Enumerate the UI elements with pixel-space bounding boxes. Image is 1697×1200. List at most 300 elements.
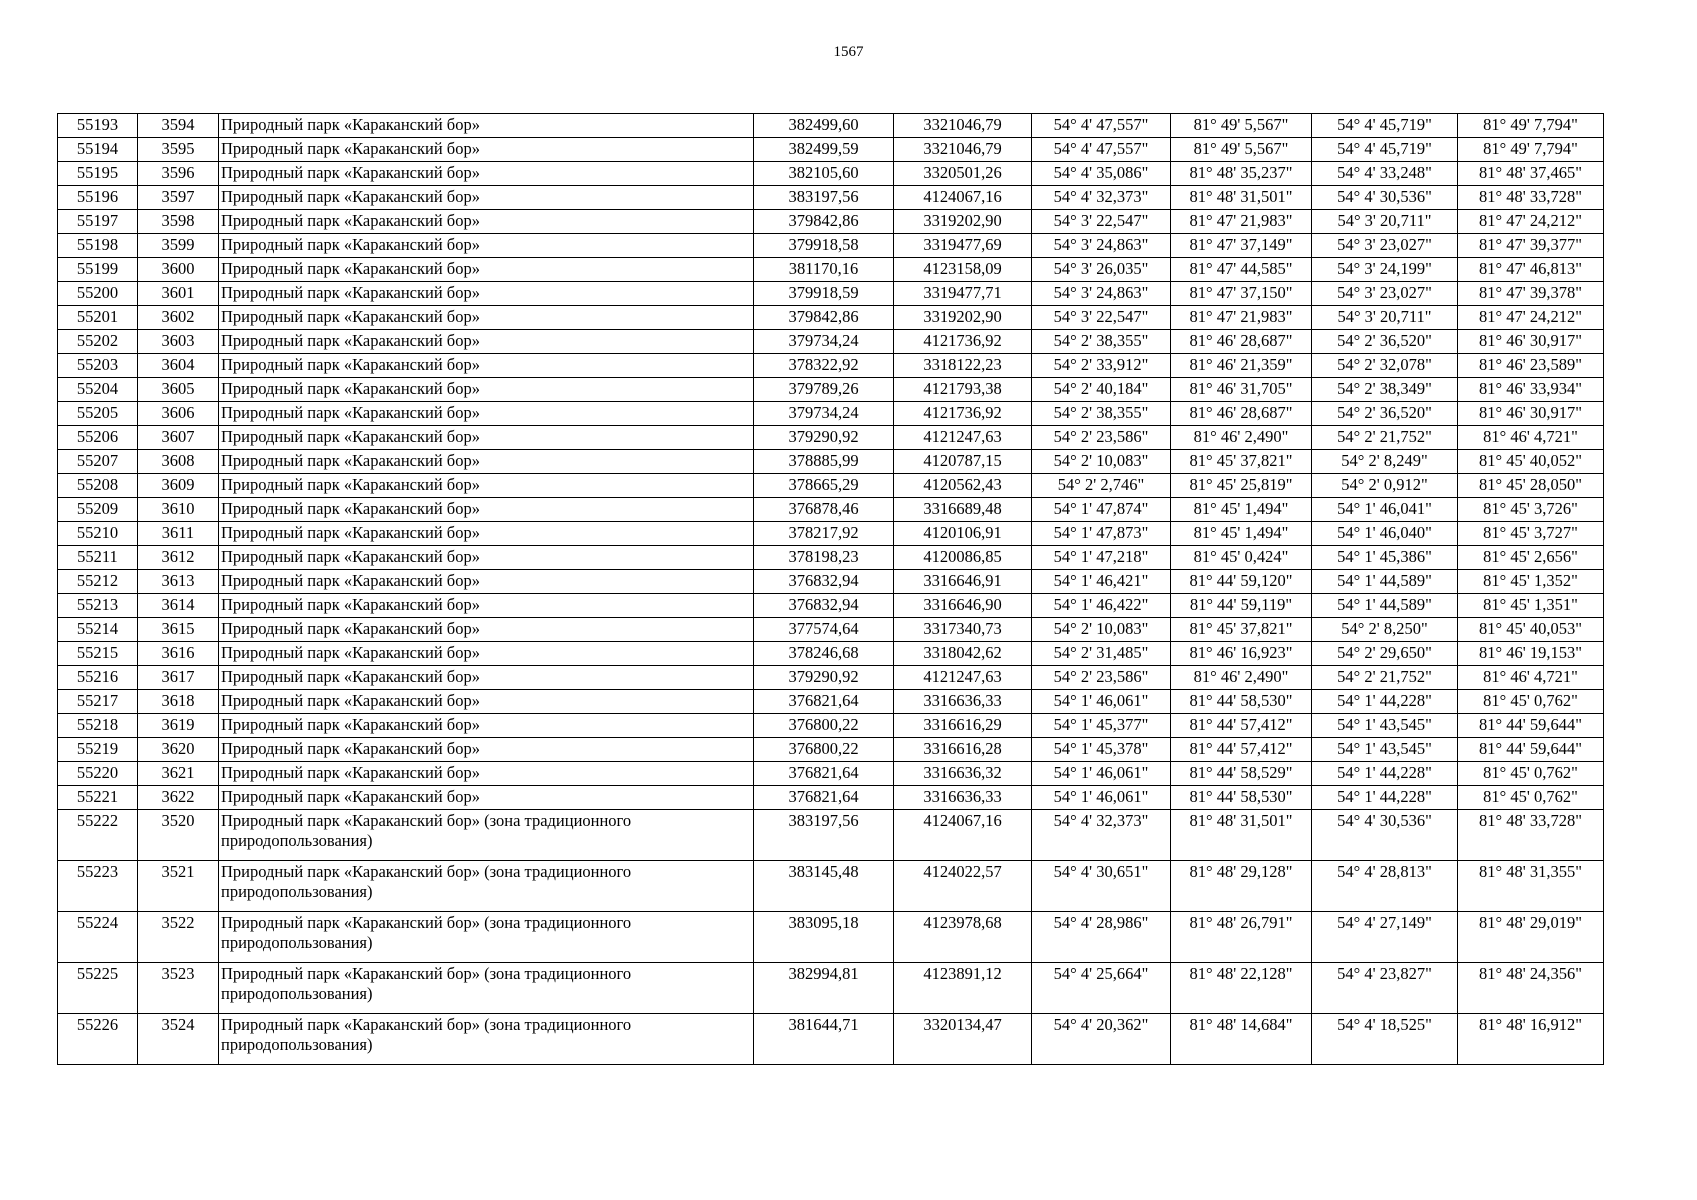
latitude-2-cell: 54° 4' 45,719" (1312, 114, 1458, 138)
latitude-2-cell: 54° 4' 28,813" (1312, 861, 1458, 912)
object-name-cell: Природный парк «Караканский бор» (219, 162, 754, 186)
record-id-cell: 55215 (58, 642, 138, 666)
longitude-1-cell: 81° 44' 58,530" (1171, 690, 1312, 714)
point-number-cell: 3523 (138, 963, 219, 1014)
coord-x-cell: 378885,99 (754, 450, 894, 474)
object-name-cell: Природный парк «Караканский бор» (219, 402, 754, 426)
coord-y-cell: 4120787,15 (894, 450, 1032, 474)
point-number-cell: 3601 (138, 282, 219, 306)
latitude-1-cell: 54° 2' 2,746" (1032, 474, 1171, 498)
record-id-cell: 55207 (58, 450, 138, 474)
longitude-1-cell: 81° 47' 37,149" (1171, 234, 1312, 258)
point-number-cell: 3619 (138, 714, 219, 738)
record-id-cell: 55217 (58, 690, 138, 714)
object-name-cell: Природный парк «Караканский бор» (219, 522, 754, 546)
object-name-cell: Природный парк «Караканский бор» (219, 186, 754, 210)
record-id-cell: 55206 (58, 426, 138, 450)
latitude-2-cell: 54° 2' 32,078" (1312, 354, 1458, 378)
latitude-2-cell: 54° 1' 44,589" (1312, 594, 1458, 618)
record-id-cell: 55193 (58, 114, 138, 138)
record-id-cell: 55224 (58, 912, 138, 963)
table-row (58, 402, 1604, 426)
longitude-2-cell: 81° 48' 29,019" (1458, 912, 1604, 963)
point-number-cell: 3618 (138, 690, 219, 714)
coord-y-cell: 4120086,85 (894, 546, 1032, 570)
coord-y-cell: 3320134,47 (894, 1014, 1032, 1065)
table-row (58, 306, 1604, 330)
table-row (58, 450, 1604, 474)
coord-x-cell: 381644,71 (754, 1014, 894, 1065)
longitude-1-cell: 81° 46' 31,705" (1171, 378, 1312, 402)
coord-y-cell: 4121247,63 (894, 426, 1032, 450)
point-number-cell: 3613 (138, 570, 219, 594)
latitude-2-cell: 54° 4' 18,525" (1312, 1014, 1458, 1065)
object-name-cell: Природный парк «Караканский бор» (219, 762, 754, 786)
object-name-cell: Природный парк «Караканский бор» (219, 498, 754, 522)
longitude-2-cell: 81° 45' 3,726" (1458, 498, 1604, 522)
latitude-2-cell: 54° 4' 30,536" (1312, 186, 1458, 210)
point-number-cell: 3521 (138, 861, 219, 912)
longitude-2-cell: 81° 45' 2,656" (1458, 546, 1604, 570)
coord-y-cell: 3316689,48 (894, 498, 1032, 522)
point-number-cell: 3610 (138, 498, 219, 522)
coord-x-cell: 376878,46 (754, 498, 894, 522)
latitude-1-cell: 54° 4' 47,557" (1032, 138, 1171, 162)
coord-x-cell: 379290,92 (754, 426, 894, 450)
object-name-cell: Природный парк «Караканский бор» (219, 306, 754, 330)
latitude-2-cell: 54° 4' 30,536" (1312, 810, 1458, 861)
record-id-cell: 55208 (58, 474, 138, 498)
latitude-2-cell: 54° 2' 21,752" (1312, 666, 1458, 690)
coord-x-cell: 382994,81 (754, 963, 894, 1014)
table-row (58, 912, 1604, 963)
record-id-cell: 55194 (58, 138, 138, 162)
record-id-cell: 55222 (58, 810, 138, 861)
table-row (58, 963, 1604, 1014)
record-id-cell: 55212 (58, 570, 138, 594)
coord-y-cell: 3319202,90 (894, 306, 1032, 330)
coord-x-cell: 379918,59 (754, 282, 894, 306)
latitude-1-cell: 54° 4' 47,557" (1032, 114, 1171, 138)
coord-y-cell: 4120106,91 (894, 522, 1032, 546)
longitude-1-cell: 81° 46' 21,359" (1171, 354, 1312, 378)
latitude-2-cell: 54° 1' 46,040" (1312, 522, 1458, 546)
object-name-cell: Природный парк «Караканский бор» (зона традиционного природопользования) (219, 810, 754, 861)
latitude-1-cell: 54° 4' 32,373" (1032, 186, 1171, 210)
object-name-cell: Природный парк «Караканский бор» (219, 618, 754, 642)
object-name-cell: Природный парк «Караканский бор» (219, 474, 754, 498)
longitude-2-cell: 81° 46' 19,153" (1458, 642, 1604, 666)
latitude-2-cell: 54° 3' 24,199" (1312, 258, 1458, 282)
table-row (58, 861, 1604, 912)
latitude-2-cell: 54° 1' 43,545" (1312, 738, 1458, 762)
record-id-cell: 55202 (58, 330, 138, 354)
latitude-1-cell: 54° 4' 28,986" (1032, 912, 1171, 963)
record-id-cell: 55219 (58, 738, 138, 762)
coord-x-cell: 379734,24 (754, 330, 894, 354)
coord-x-cell: 378322,92 (754, 354, 894, 378)
table-row (58, 594, 1604, 618)
longitude-2-cell: 81° 46' 4,721" (1458, 426, 1604, 450)
point-number-cell: 3611 (138, 522, 219, 546)
longitude-2-cell: 81° 45' 1,352" (1458, 570, 1604, 594)
point-number-cell: 3616 (138, 642, 219, 666)
latitude-2-cell: 54° 3' 20,711" (1312, 306, 1458, 330)
point-number-cell: 3609 (138, 474, 219, 498)
record-id-cell: 55205 (58, 402, 138, 426)
coord-y-cell: 3321046,79 (894, 138, 1032, 162)
table-row (58, 138, 1604, 162)
coord-y-cell: 4121247,63 (894, 666, 1032, 690)
point-number-cell: 3615 (138, 618, 219, 642)
longitude-1-cell: 81° 49' 5,567" (1171, 138, 1312, 162)
longitude-1-cell: 81° 45' 1,494" (1171, 522, 1312, 546)
record-id-cell: 55226 (58, 1014, 138, 1065)
coord-y-cell: 4123978,68 (894, 912, 1032, 963)
longitude-1-cell: 81° 48' 35,237" (1171, 162, 1312, 186)
latitude-2-cell: 54° 1' 44,228" (1312, 690, 1458, 714)
coord-x-cell: 381170,16 (754, 258, 894, 282)
latitude-2-cell: 54° 1' 44,228" (1312, 762, 1458, 786)
coord-x-cell: 378665,29 (754, 474, 894, 498)
longitude-2-cell: 81° 47' 39,377" (1458, 234, 1604, 258)
latitude-1-cell: 54° 2' 23,586" (1032, 426, 1171, 450)
latitude-2-cell: 54° 4' 23,827" (1312, 963, 1458, 1014)
coord-y-cell: 4123158,09 (894, 258, 1032, 282)
point-number-cell: 3614 (138, 594, 219, 618)
longitude-1-cell: 81° 48' 31,501" (1171, 810, 1312, 861)
latitude-1-cell: 54° 1' 46,061" (1032, 690, 1171, 714)
point-number-cell: 3617 (138, 666, 219, 690)
coord-y-cell: 3316636,32 (894, 762, 1032, 786)
latitude-2-cell: 54° 2' 0,912" (1312, 474, 1458, 498)
longitude-1-cell: 81° 44' 57,412" (1171, 738, 1312, 762)
object-name-cell: Природный парк «Караканский бор» (219, 114, 754, 138)
object-name-cell: Природный парк «Караканский бор» (219, 690, 754, 714)
latitude-1-cell: 54° 4' 32,373" (1032, 810, 1171, 861)
longitude-2-cell: 81° 46' 30,917" (1458, 402, 1604, 426)
object-name-cell: Природный парк «Караканский бор» (219, 546, 754, 570)
coord-y-cell: 4121793,38 (894, 378, 1032, 402)
latitude-1-cell: 54° 4' 35,086" (1032, 162, 1171, 186)
object-name-cell: Природный парк «Караканский бор» (219, 234, 754, 258)
object-name-cell: Природный парк «Караканский бор» (219, 594, 754, 618)
latitude-1-cell: 54° 1' 46,421" (1032, 570, 1171, 594)
table-row (58, 666, 1604, 690)
coord-y-cell: 3318122,23 (894, 354, 1032, 378)
record-id-cell: 55210 (58, 522, 138, 546)
object-name-cell: Природный парк «Караканский бор» (219, 786, 754, 810)
coord-x-cell: 376821,64 (754, 690, 894, 714)
latitude-2-cell: 54° 3' 20,711" (1312, 210, 1458, 234)
longitude-2-cell: 81° 48' 31,355" (1458, 861, 1604, 912)
object-name-cell: Природный парк «Караканский бор» (219, 378, 754, 402)
coord-y-cell: 3316646,90 (894, 594, 1032, 618)
object-name-cell: Природный парк «Караканский бор» (219, 666, 754, 690)
coord-x-cell: 379734,24 (754, 402, 894, 426)
point-number-cell: 3608 (138, 450, 219, 474)
longitude-1-cell: 81° 47' 21,983" (1171, 306, 1312, 330)
longitude-2-cell: 81° 46' 33,934" (1458, 378, 1604, 402)
longitude-1-cell: 81° 45' 37,821" (1171, 450, 1312, 474)
latitude-2-cell: 54° 2' 8,250" (1312, 618, 1458, 642)
coord-x-cell: 383197,56 (754, 810, 894, 861)
latitude-2-cell: 54° 1' 44,589" (1312, 570, 1458, 594)
longitude-2-cell: 81° 45' 1,351" (1458, 594, 1604, 618)
object-name-cell: Природный парк «Караканский бор» (зона традиционного природопользования) (219, 963, 754, 1014)
record-id-cell: 55204 (58, 378, 138, 402)
object-name-cell: Природный парк «Караканский бор» (219, 210, 754, 234)
coord-x-cell: 377574,64 (754, 618, 894, 642)
record-id-cell: 55225 (58, 963, 138, 1014)
longitude-1-cell: 81° 48' 22,128" (1171, 963, 1312, 1014)
coord-x-cell: 383145,48 (754, 861, 894, 912)
latitude-1-cell: 54° 2' 38,355" (1032, 402, 1171, 426)
object-name-cell: Природный парк «Караканский бор» (зона традиционного природопользования) (219, 912, 754, 963)
table-row (58, 330, 1604, 354)
coord-y-cell: 3319477,71 (894, 282, 1032, 306)
longitude-1-cell: 81° 47' 21,983" (1171, 210, 1312, 234)
object-name-cell: Природный парк «Караканский бор» (219, 714, 754, 738)
latitude-2-cell: 54° 2' 8,249" (1312, 450, 1458, 474)
latitude-1-cell: 54° 2' 31,485" (1032, 642, 1171, 666)
record-id-cell: 55203 (58, 354, 138, 378)
coord-x-cell: 379789,26 (754, 378, 894, 402)
table-row (58, 282, 1604, 306)
longitude-2-cell: 81° 49' 7,794" (1458, 138, 1604, 162)
longitude-1-cell: 81° 45' 1,494" (1171, 498, 1312, 522)
coord-x-cell: 378217,92 (754, 522, 894, 546)
table-row (58, 234, 1604, 258)
coord-x-cell: 376832,94 (754, 570, 894, 594)
latitude-1-cell: 54° 2' 33,912" (1032, 354, 1171, 378)
table-row (58, 546, 1604, 570)
coord-y-cell: 4121736,92 (894, 330, 1032, 354)
latitude-2-cell: 54° 3' 23,027" (1312, 234, 1458, 258)
latitude-1-cell: 54° 3' 26,035" (1032, 258, 1171, 282)
longitude-2-cell: 81° 49' 7,794" (1458, 114, 1604, 138)
page-number: 1567 (833, 44, 864, 60)
coord-x-cell: 378246,68 (754, 642, 894, 666)
object-name-cell: Природный парк «Караканский бор» (зона традиционного природопользования) (219, 861, 754, 912)
longitude-2-cell: 81° 47' 46,813" (1458, 258, 1604, 282)
longitude-1-cell: 81° 46' 2,490" (1171, 426, 1312, 450)
longitude-1-cell: 81° 44' 59,119" (1171, 594, 1312, 618)
latitude-1-cell: 54° 1' 47,218" (1032, 546, 1171, 570)
record-id-cell: 55213 (58, 594, 138, 618)
table-row (58, 162, 1604, 186)
latitude-2-cell: 54° 3' 23,027" (1312, 282, 1458, 306)
latitude-1-cell: 54° 3' 24,863" (1032, 282, 1171, 306)
coord-x-cell: 382499,59 (754, 138, 894, 162)
table-row (58, 498, 1604, 522)
coord-y-cell: 3318042,62 (894, 642, 1032, 666)
latitude-2-cell: 54° 1' 46,041" (1312, 498, 1458, 522)
latitude-2-cell: 54° 4' 45,719" (1312, 138, 1458, 162)
coord-x-cell: 379842,86 (754, 210, 894, 234)
coord-y-cell: 3317340,73 (894, 618, 1032, 642)
object-name-cell: Природный парк «Караканский бор» (219, 330, 754, 354)
table-row (58, 378, 1604, 402)
longitude-2-cell: 81° 45' 0,762" (1458, 690, 1604, 714)
object-name-cell: Природный парк «Караканский бор» (219, 258, 754, 282)
latitude-1-cell: 54° 2' 10,083" (1032, 618, 1171, 642)
latitude-1-cell: 54° 4' 30,651" (1032, 861, 1171, 912)
coord-x-cell: 376832,94 (754, 594, 894, 618)
longitude-2-cell: 81° 45' 0,762" (1458, 786, 1604, 810)
coord-x-cell: 383197,56 (754, 186, 894, 210)
latitude-1-cell: 54° 3' 24,863" (1032, 234, 1171, 258)
table-row (58, 522, 1604, 546)
longitude-2-cell: 81° 45' 3,727" (1458, 522, 1604, 546)
coord-x-cell: 376821,64 (754, 762, 894, 786)
point-number-cell: 3594 (138, 114, 219, 138)
object-name-cell: Природный парк «Караканский бор» (219, 570, 754, 594)
record-id-cell: 55218 (58, 714, 138, 738)
table-row (58, 426, 1604, 450)
longitude-2-cell: 81° 46' 30,917" (1458, 330, 1604, 354)
point-number-cell: 3604 (138, 354, 219, 378)
point-number-cell: 3600 (138, 258, 219, 282)
coord-y-cell: 3319202,90 (894, 210, 1032, 234)
table-row (58, 786, 1604, 810)
longitude-1-cell: 81° 49' 5,567" (1171, 114, 1312, 138)
longitude-2-cell: 81° 45' 0,762" (1458, 762, 1604, 786)
record-id-cell: 55216 (58, 666, 138, 690)
coord-x-cell: 382499,60 (754, 114, 894, 138)
latitude-1-cell: 54° 1' 45,378" (1032, 738, 1171, 762)
point-number-cell: 3597 (138, 186, 219, 210)
table-row (58, 114, 1604, 138)
object-name-cell: Природный парк «Караканский бор» (зона традиционного природопользования) (219, 1014, 754, 1065)
point-number-cell: 3603 (138, 330, 219, 354)
table-row (58, 618, 1604, 642)
longitude-1-cell: 81° 44' 57,412" (1171, 714, 1312, 738)
coord-x-cell: 376800,22 (754, 714, 894, 738)
coord-y-cell: 4121736,92 (894, 402, 1032, 426)
longitude-2-cell: 81° 44' 59,644" (1458, 714, 1604, 738)
longitude-1-cell: 81° 44' 58,530" (1171, 786, 1312, 810)
point-number-cell: 3598 (138, 210, 219, 234)
latitude-2-cell: 54° 1' 43,545" (1312, 714, 1458, 738)
coord-y-cell: 3320501,26 (894, 162, 1032, 186)
longitude-1-cell: 81° 47' 44,585" (1171, 258, 1312, 282)
point-number-cell: 3622 (138, 786, 219, 810)
coord-y-cell: 4120562,43 (894, 474, 1032, 498)
longitude-2-cell: 81° 45' 28,050" (1458, 474, 1604, 498)
latitude-1-cell: 54° 1' 47,873" (1032, 522, 1171, 546)
object-name-cell: Природный парк «Караканский бор» (219, 642, 754, 666)
point-number-cell: 3595 (138, 138, 219, 162)
record-id-cell: 55199 (58, 258, 138, 282)
longitude-1-cell: 81° 46' 16,923" (1171, 642, 1312, 666)
table-row (58, 186, 1604, 210)
coord-y-cell: 3316616,29 (894, 714, 1032, 738)
longitude-1-cell: 81° 48' 14,684" (1171, 1014, 1312, 1065)
coord-y-cell: 4124067,16 (894, 186, 1032, 210)
longitude-2-cell: 81° 46' 23,589" (1458, 354, 1604, 378)
table-row (58, 1014, 1604, 1065)
longitude-1-cell: 81° 48' 26,791" (1171, 912, 1312, 963)
point-number-cell: 3602 (138, 306, 219, 330)
coord-y-cell: 3319477,69 (894, 234, 1032, 258)
table-row (58, 474, 1604, 498)
longitude-1-cell: 81° 48' 31,501" (1171, 186, 1312, 210)
coord-x-cell: 382105,60 (754, 162, 894, 186)
latitude-2-cell: 54° 2' 38,349" (1312, 378, 1458, 402)
point-number-cell: 3520 (138, 810, 219, 861)
coord-y-cell: 3316646,91 (894, 570, 1032, 594)
latitude-1-cell: 54° 2' 38,355" (1032, 330, 1171, 354)
record-id-cell: 55197 (58, 210, 138, 234)
latitude-2-cell: 54° 2' 21,752" (1312, 426, 1458, 450)
latitude-2-cell: 54° 2' 29,650" (1312, 642, 1458, 666)
longitude-2-cell: 81° 45' 40,053" (1458, 618, 1604, 642)
longitude-2-cell: 81° 44' 59,644" (1458, 738, 1604, 762)
table-row (58, 810, 1604, 861)
latitude-1-cell: 54° 4' 25,664" (1032, 963, 1171, 1014)
latitude-1-cell: 54° 2' 10,083" (1032, 450, 1171, 474)
object-name-cell: Природный парк «Караканский бор» (219, 138, 754, 162)
record-id-cell: 55221 (58, 786, 138, 810)
table-body (58, 114, 1604, 1065)
coord-y-cell: 4124022,57 (894, 861, 1032, 912)
longitude-1-cell: 81° 44' 59,120" (1171, 570, 1312, 594)
longitude-2-cell: 81° 48' 33,728" (1458, 186, 1604, 210)
table-row (58, 258, 1604, 282)
coord-x-cell: 379290,92 (754, 666, 894, 690)
coord-x-cell: 376821,64 (754, 786, 894, 810)
longitude-2-cell: 81° 46' 4,721" (1458, 666, 1604, 690)
latitude-1-cell: 54° 1' 47,874" (1032, 498, 1171, 522)
latitude-1-cell: 54° 3' 22,547" (1032, 306, 1171, 330)
point-number-cell: 3522 (138, 912, 219, 963)
table-row (58, 354, 1604, 378)
coord-y-cell: 3321046,79 (894, 114, 1032, 138)
object-name-cell: Природный парк «Караканский бор» (219, 354, 754, 378)
longitude-1-cell: 81° 48' 29,128" (1171, 861, 1312, 912)
coord-x-cell: 379842,86 (754, 306, 894, 330)
coord-x-cell: 383095,18 (754, 912, 894, 963)
coordinates-table (57, 113, 1604, 1065)
latitude-2-cell: 54° 1' 44,228" (1312, 786, 1458, 810)
record-id-cell: 55196 (58, 186, 138, 210)
record-id-cell: 55209 (58, 498, 138, 522)
coord-x-cell: 378198,23 (754, 546, 894, 570)
table-row (58, 210, 1604, 234)
coord-y-cell: 4123891,12 (894, 963, 1032, 1014)
latitude-2-cell: 54° 2' 36,520" (1312, 330, 1458, 354)
record-id-cell: 55200 (58, 282, 138, 306)
longitude-2-cell: 81° 47' 24,212" (1458, 210, 1604, 234)
longitude-2-cell: 81° 45' 40,052" (1458, 450, 1604, 474)
longitude-2-cell: 81° 47' 39,378" (1458, 282, 1604, 306)
coord-y-cell: 3316636,33 (894, 786, 1032, 810)
point-number-cell: 3605 (138, 378, 219, 402)
longitude-1-cell: 81° 45' 25,819" (1171, 474, 1312, 498)
latitude-2-cell: 54° 2' 36,520" (1312, 402, 1458, 426)
latitude-1-cell: 54° 1' 45,377" (1032, 714, 1171, 738)
longitude-2-cell: 81° 48' 37,465" (1458, 162, 1604, 186)
longitude-2-cell: 81° 48' 24,356" (1458, 963, 1604, 1014)
object-name-cell: Природный парк «Караканский бор» (219, 738, 754, 762)
record-id-cell: 55214 (58, 618, 138, 642)
record-id-cell: 55223 (58, 861, 138, 912)
latitude-2-cell: 54° 4' 33,248" (1312, 162, 1458, 186)
latitude-1-cell: 54° 1' 46,061" (1032, 786, 1171, 810)
latitude-1-cell: 54° 2' 23,586" (1032, 666, 1171, 690)
record-id-cell: 55201 (58, 306, 138, 330)
